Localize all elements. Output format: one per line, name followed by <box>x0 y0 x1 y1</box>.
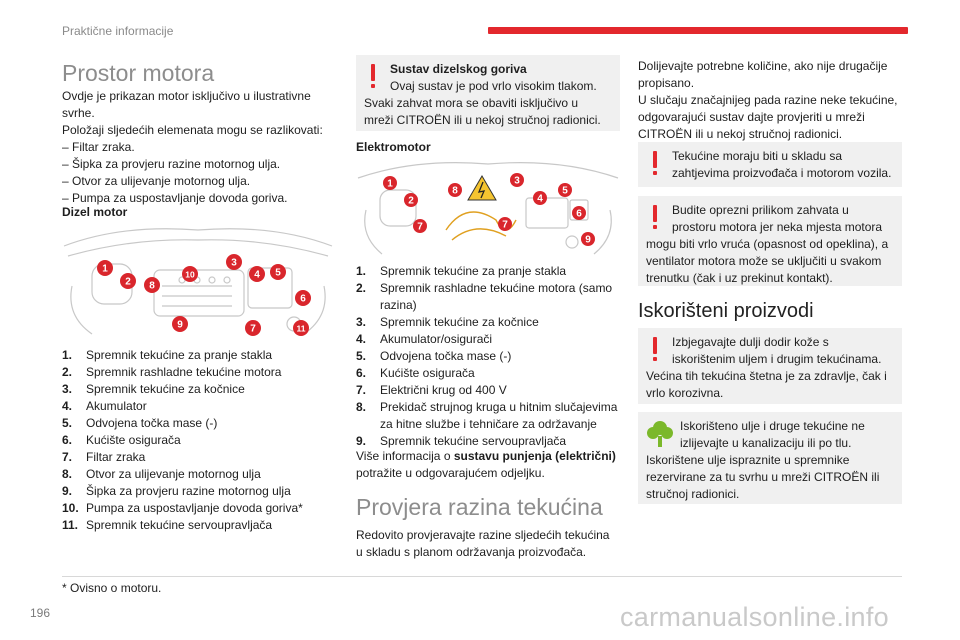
diesel-fuel-warning <box>356 55 620 131</box>
callout-number: 2 <box>408 195 414 207</box>
list-item <box>62 517 342 534</box>
item-number: 3. <box>62 382 73 396</box>
callout-number: 1 <box>102 263 108 275</box>
note-line: Iskorišteno ulje i druge tekućine ne <box>680 419 865 433</box>
warning-icon <box>364 61 382 91</box>
item-number: 8. <box>62 467 73 481</box>
warning-line: vrlo korozivna. <box>646 386 724 400</box>
item-text: Spremnik tekućine servoupravljača <box>380 434 567 448</box>
warning-line: trenutku (čak i uz prekinut kontakt). <box>646 271 833 285</box>
header-accent-bar <box>488 27 908 34</box>
list-item <box>356 331 621 348</box>
text-line: Redovito provjeravajte razine sljedećih tekućina <box>356 528 610 542</box>
topup-instructions <box>638 58 908 143</box>
callout-number: 3 <box>231 257 237 269</box>
list-item <box>356 365 621 382</box>
electric-motor-illustration <box>356 160 620 256</box>
item-number: 10. <box>62 501 79 515</box>
item-number: 4. <box>62 399 73 413</box>
electric-component-list <box>356 263 621 450</box>
item-text: Odvojena točka mase (-) <box>380 349 512 363</box>
warning-line: Svaki zahvat mora se obaviti isključivo u <box>364 96 579 110</box>
item-number: 1. <box>356 264 367 278</box>
environment-tree-icon <box>646 418 674 448</box>
list-item <box>62 364 342 381</box>
section-title-used-products: Iskorišteni proizvodi <box>638 300 814 322</box>
intro-line: svrhe. <box>62 106 95 120</box>
warning-line: mogu biti vrlo vruća (opasnost od opeklina), a <box>646 237 889 251</box>
list-item <box>62 432 342 449</box>
section-title-engine-bay: Prostor motora <box>62 60 215 86</box>
callout-number: 5 <box>275 267 281 279</box>
section-title-fluid-levels: Provjera razina tekućina <box>356 494 603 520</box>
callout-number: 8 <box>149 280 155 292</box>
fluid-spec-warning <box>638 142 902 187</box>
text-line: u skladu s planom održavanja proizvođača. <box>356 545 587 559</box>
note-line: Iskorištene ulje ispraznite u spremnike <box>646 453 850 467</box>
item-text: Kućište osigurača <box>380 366 475 380</box>
diesel-callout-group <box>97 254 311 336</box>
note-suffix: potražite u odgovarajućem odjeljku. <box>356 466 545 480</box>
text-line: CITROËN ili u nekoj stručnoj radionici. <box>638 127 843 141</box>
item-text: Šipka za provjeru razine motornog ulja <box>86 484 291 498</box>
item-text: Električni krug od 400 V <box>380 383 507 397</box>
item-text: Spremnik tekućine za pranje stakla <box>86 348 273 362</box>
list-item <box>62 500 342 517</box>
bullet-item: – Šipka za provjeru razine motornog ulja. <box>62 157 281 171</box>
callout-number: 11 <box>296 323 306 334</box>
item-text: Spremnik tekućine za pranje stakla <box>380 264 567 278</box>
warning-line: mreži CITROËN ili u nekoj stručnoj radionici. <box>364 113 601 127</box>
diesel-engine-illustration <box>62 226 334 338</box>
item-number: 4. <box>356 332 367 346</box>
environment-note <box>638 412 902 504</box>
warning-icon <box>646 334 664 364</box>
intro-line: Ovdje je prikazan motor isključivo u ilustrativne <box>62 89 311 103</box>
item-number: 1. <box>62 348 73 362</box>
watermark: carmanualsonline.info <box>620 602 889 632</box>
warning-icon <box>646 148 664 178</box>
warning-line: prostoru motora jer neka mjesta motora <box>672 220 883 234</box>
item-number: 2. <box>62 365 73 379</box>
warning-line: zahtjevima proizvođača i motorom vozila. <box>672 166 892 180</box>
callout-number: 4 <box>254 269 260 281</box>
diesel-component-list <box>62 347 342 534</box>
list-item <box>62 449 342 466</box>
item-text: Kućište osigurača <box>86 433 181 447</box>
list-item <box>356 314 621 331</box>
list-item <box>356 382 621 399</box>
callout-number: 5 <box>562 185 568 197</box>
item-text: Spremnik tekućine za kočnice <box>86 382 245 396</box>
list-item <box>356 348 621 365</box>
note-prefix: Više informacija o <box>356 449 454 463</box>
fluid-levels-text <box>356 527 626 561</box>
footnote-divider <box>62 576 902 577</box>
item-text: Pumpa za uspostavljanje dovoda goriva* <box>86 501 303 515</box>
item-text: Akumulator <box>86 399 147 413</box>
callout-number: 4 <box>537 193 543 205</box>
list-item <box>62 415 342 432</box>
warning-line: Izbjegavajte dulji dodir kože s <box>672 335 829 349</box>
page-number: 196 <box>30 606 51 620</box>
bullet-item: – Pumpa za uspostavljanje dovoda goriva. <box>62 191 288 205</box>
item-text: Spremnik tekućine za kočnice <box>380 315 539 329</box>
warning-line: Većina tih tekućina štetna je za zdravlje, čak i <box>646 369 887 383</box>
item-number: 7. <box>356 383 367 397</box>
callout-number: 3 <box>514 175 520 187</box>
item-number: 5. <box>62 416 73 430</box>
item-number: 7. <box>62 450 73 464</box>
warning-line: ventilator motora može se uključiti u svakom <box>646 254 882 268</box>
callout-number: 9 <box>177 319 183 331</box>
item-text: Spremnik rashladne tekućine motora (samo razina) <box>380 281 613 312</box>
text-line: U slučaju značajnijeg pada razine neke tekućine, <box>638 93 898 107</box>
list-item <box>62 381 342 398</box>
note-line: izlijevajte u kanalizaciju ili po tlu. <box>680 436 852 450</box>
hot-engine-warning <box>638 196 902 286</box>
list-item <box>62 483 342 500</box>
warning-line: Ovaj sustav je pod vrlo visokim tlakom. <box>390 79 597 93</box>
text-line: Dolijevajte potrebne količine, ako nije drugačije <box>638 59 888 73</box>
list-item <box>62 398 342 415</box>
text-line: propisano. <box>638 76 695 90</box>
callout-number: 7 <box>417 221 423 233</box>
list-item <box>356 263 621 280</box>
warning-line: Tekućine moraju biti u skladu sa <box>672 149 843 163</box>
bullet-item: – Filtar zraka. <box>62 140 135 154</box>
footnote: * Ovisno o motoru. <box>62 581 162 595</box>
running-head: Praktične informacije <box>62 24 174 38</box>
item-number: 9. <box>356 434 367 448</box>
item-text: Filtar zraka <box>86 450 146 464</box>
callout-number: 10 <box>185 269 195 280</box>
list-item <box>356 399 621 433</box>
used-oil-skin-warning <box>638 328 902 404</box>
list-item <box>356 280 621 314</box>
warning-icon <box>646 202 664 232</box>
item-number: 6. <box>356 366 367 380</box>
electric-heading: Elektromotor <box>356 140 431 154</box>
item-number: 3. <box>356 315 367 329</box>
item-text: Spremnik rashladne tekućine motora <box>86 365 282 379</box>
electric-callout-group <box>383 173 595 246</box>
item-number: 9. <box>62 484 73 498</box>
engine-bay-intro <box>62 88 342 207</box>
item-number: 6. <box>62 433 73 447</box>
diesel-heading: Dizel motor <box>62 205 128 219</box>
item-text: Prekidač strujnog kruga u hitnim slučajevima za hitne službe i tehničare za održavanje <box>380 400 618 431</box>
callout-number: 1 <box>387 178 393 190</box>
warning-title: Sustav dizelskog goriva <box>390 62 527 76</box>
item-text: Akumulator/osigurači <box>380 332 493 346</box>
item-text: Otvor za ulijevanje motornog ulja <box>86 467 261 481</box>
callout-number: 9 <box>585 234 591 246</box>
note-line: rezervirane za tu svrhu u mreži CITROËN ili <box>646 470 880 484</box>
item-number: 8. <box>356 400 367 414</box>
list-item <box>62 466 342 483</box>
text-line: odgovarajući sustav dajte provjeriti u mreži <box>638 110 865 124</box>
warning-line: iskorištenim uljem i drugim tekućinama. <box>672 352 882 366</box>
note-reference: sustavu punjenja (električni) <box>453 449 616 463</box>
callout-number: 2 <box>125 276 131 288</box>
charging-system-note <box>356 448 626 482</box>
list-item <box>62 347 342 364</box>
item-text: Odvojena točka mase (-) <box>86 416 218 430</box>
bullet-item: – Otvor za ulijevanje motornog ulja. <box>62 174 251 188</box>
callout-number: 6 <box>300 293 306 305</box>
item-number: 2. <box>356 281 367 295</box>
callout-number: 6 <box>576 208 582 220</box>
item-number: 11. <box>62 518 79 532</box>
warning-line: Budite oprezni prilikom zahvata u <box>672 203 849 217</box>
callout-number: 7 <box>502 219 508 231</box>
callout-number: 7 <box>250 323 256 335</box>
item-number: 5. <box>356 349 367 363</box>
item-text: Spremnik tekućine servoupravljača <box>86 518 273 532</box>
intro-line: Položaji sljedećih elemenata mogu se razlikovati: <box>62 123 323 137</box>
note-line: stručnoj radionici. <box>646 487 740 501</box>
callout-number: 8 <box>452 185 458 197</box>
